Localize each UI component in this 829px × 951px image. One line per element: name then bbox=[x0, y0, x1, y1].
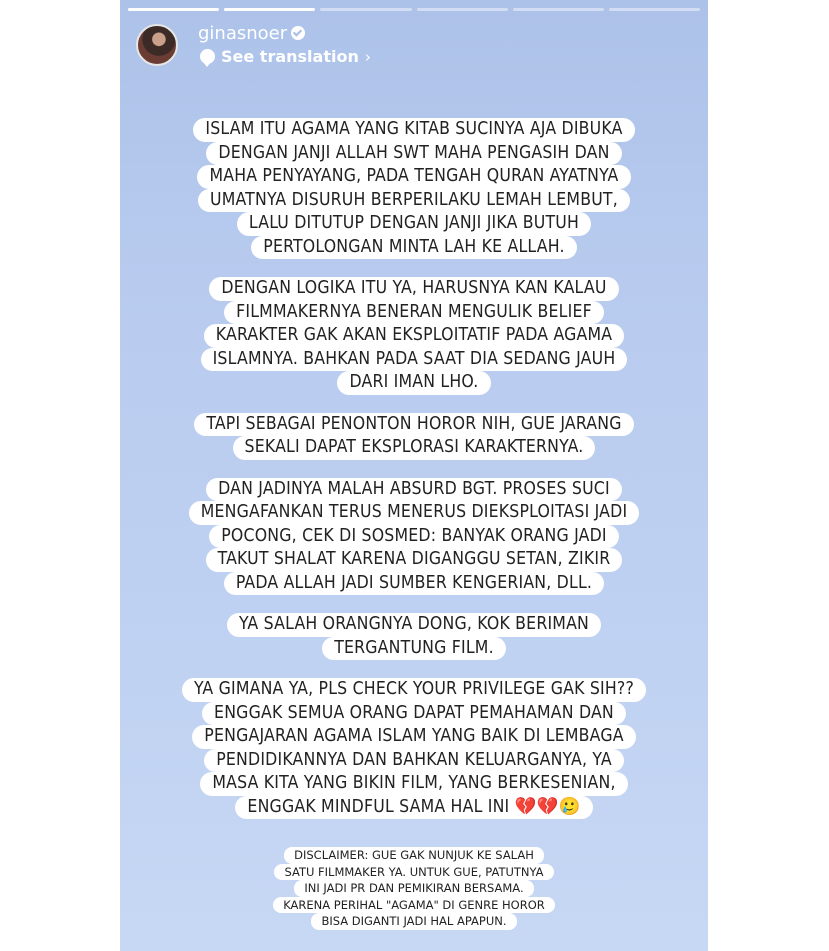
story-paragraph bbox=[193, 118, 634, 259]
story-text-line: ISLAM ITU AGAMA YANG KITAB SUCINYA AJA DIBUKA bbox=[193, 118, 634, 142]
story-text-line: DENGAN LOGIKA ITU YA, HARUSNYA KAN KALAU bbox=[209, 277, 618, 301]
disclaimer-line: INI JADI PR DAN PEMIKIRAN BERSAMA. bbox=[294, 880, 533, 897]
story-text-line: TAKUT SHALAT KARENA DIGANGGU SETAN, ZIKIR bbox=[206, 548, 623, 572]
story-text-line: MENGAFANKAN TERUS MENERUS DIEKSPLOITASI JADI bbox=[189, 501, 640, 525]
see-translation-label: See translation bbox=[221, 47, 359, 66]
disclaimer-line: SATU FILMMAKER YA. UNTUK GUE, PATUTNYA bbox=[274, 864, 553, 881]
story-text-line: UMATNYA DISURUH BERPERILAKU LEMAH LEMBUT, bbox=[198, 189, 630, 213]
story-text-line: DENGAN JANJI ALLAH SWT MAHA PENGASIH DAN bbox=[206, 142, 621, 166]
story-text-content bbox=[120, 118, 708, 819]
disclaimer-line: BISA DIGANTI JADI HAL APAPUN. bbox=[311, 913, 516, 930]
story-paragraph bbox=[189, 478, 640, 596]
progress-segment bbox=[320, 8, 411, 11]
story-text-line: MAHA PENYAYANG, PADA TENGAH QURAN AYATNYA bbox=[197, 165, 630, 189]
disclaimer-line: DISCLAIMER: GUE GAK NUNJUK KE SALAH bbox=[284, 847, 544, 864]
story-text-line: DARI IMAN LHO. bbox=[337, 371, 490, 395]
progress-segment bbox=[128, 8, 219, 11]
story-text-line: TERGANTUNG FILM. bbox=[322, 637, 506, 661]
story-text-line: PERTOLONGAN MINTA LAH KE ALLAH. bbox=[251, 236, 576, 260]
disclaimer-line: KARENA PERIHAL "AGAMA" DI GENRE HOROR bbox=[273, 897, 555, 914]
story-text-line: ENGGAK MINDFUL SAMA HAL INI 💔💔🥲 bbox=[235, 796, 592, 820]
story-progress-bar bbox=[128, 8, 700, 11]
avatar[interactable] bbox=[136, 24, 178, 66]
disclaimer-block bbox=[120, 847, 708, 930]
story-text-line: TAPI SEBAGAI PENONTON HOROR NIH, GUE JARANG bbox=[194, 413, 633, 437]
username-row[interactable] bbox=[198, 23, 305, 44]
chevron-right-icon: › bbox=[364, 47, 371, 66]
story-paragraph bbox=[227, 613, 601, 660]
story-text-line: PENDIDIKANNYA DAN BAHKAN KELUARGANYA, YA bbox=[204, 749, 624, 773]
story-text-line: MASA KITA YANG BIKIN FILM, YANG BERKESENIAN, bbox=[200, 772, 627, 796]
story-text-line: LALU DITUTUP DENGAN JANJI JIKA BUTUH bbox=[237, 212, 591, 236]
story-frame[interactable] bbox=[120, 0, 708, 951]
story-text-line: ISLAMNYA. BAHKAN PADA SAAT DIA SEDANG JAUH bbox=[201, 348, 628, 372]
progress-segment bbox=[417, 8, 508, 11]
story-text-line: PENGAJARAN AGAMA ISLAM YANG BAIK DI LEMBAGA bbox=[192, 725, 635, 749]
story-text-line: DAN JADINYA MALAH ABSURD BGT. PROSES SUCI bbox=[206, 478, 622, 502]
story-text-line: ENGGAK SEMUA ORANG DAPAT PEMAHAMAN DAN bbox=[202, 702, 626, 726]
story-text-line: PADA ALLAH JADI SUMBER KENGERIAN, DLL. bbox=[224, 572, 604, 596]
story-paragraph bbox=[182, 678, 646, 819]
story-text-line: POCONG, CEK DI SOSMED: BANYAK ORANG JADI bbox=[209, 525, 619, 549]
username[interactable]: ginasnoer bbox=[198, 23, 288, 44]
progress-segment bbox=[513, 8, 604, 11]
progress-segment bbox=[224, 8, 315, 11]
story-text-line: SEKALI DAPAT EKSPLORASI KARAKTERNYA. bbox=[233, 436, 596, 460]
see-translation-button[interactable] bbox=[200, 47, 371, 66]
verified-badge-icon bbox=[291, 26, 305, 40]
story-paragraph bbox=[194, 413, 633, 460]
story-text-line: FILMMAKERNYA BENERAN MENGULIK BELIEF bbox=[224, 301, 604, 325]
translate-bubble-icon bbox=[200, 49, 215, 64]
story-text-line: KARAKTER GAK AKAN EKSPLOITATIF PADA AGAMA bbox=[204, 324, 624, 348]
story-text-line: YA GIMANA YA, PLS CHECK YOUR PRIVILEGE GAK SIH?? bbox=[182, 678, 646, 702]
story-paragraph bbox=[201, 277, 628, 395]
progress-segment bbox=[609, 8, 700, 11]
story-text-line: YA SALAH ORANGNYA DONG, KOK BERIMAN bbox=[227, 613, 601, 637]
